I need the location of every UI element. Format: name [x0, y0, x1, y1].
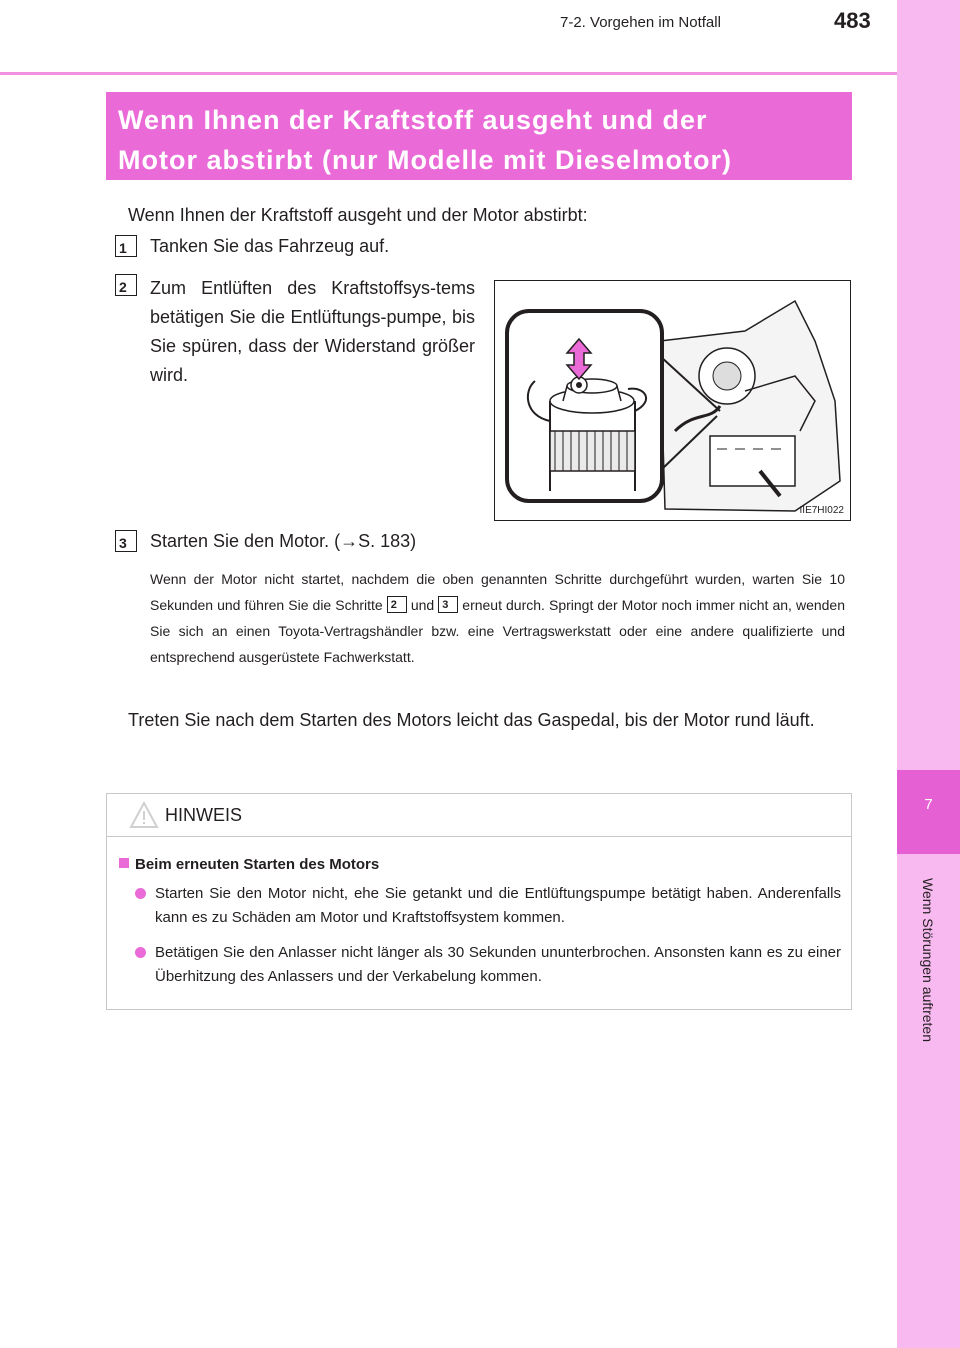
- retry-note: [150, 566, 845, 670]
- square-bullet-icon: [119, 858, 129, 868]
- notice-bullet-2: [135, 941, 841, 989]
- notice-subheading-text: Beim erneuten Starten des Motors: [135, 856, 380, 873]
- header-rule: [0, 72, 897, 75]
- followup-text: Treten Sie nach dem Starten des Motors leicht das Gaspedal, bis der Motor rund läuft.: [128, 710, 815, 730]
- bullet-dot-icon: [135, 888, 146, 899]
- notice-header: [107, 794, 851, 837]
- notice-title: HINWEIS: [165, 805, 243, 825]
- step-ref-3: 3: [438, 596, 458, 613]
- step-3-text: Starten Sie den Motor. (→S. 183): [150, 531, 417, 551]
- step-number-3: 3: [115, 530, 137, 552]
- step-number-1: 1: [115, 235, 137, 257]
- side-tab: [897, 0, 960, 770]
- step-1-text: Tanken Sie das Fahrzeug auf.: [150, 236, 390, 256]
- intro-text: Wenn Ihnen der Kraftstoff ausgeht und der Motor abstirbt:: [128, 205, 588, 225]
- notice-bullet-1-text: Starten Sie den Motor nicht, ehe Sie getankt und die Entlüftungspumpe betätigt haben. Anderenfalls kann es zu Schäden am Motor und Kraftstoffsystem kommen.: [155, 885, 841, 926]
- illustration-code: IIE7HI022: [799, 505, 844, 516]
- page-title: [106, 92, 852, 180]
- page-number: 483: [834, 8, 871, 33]
- notice-bullet-1: [135, 882, 841, 930]
- notice-box: [106, 793, 852, 1010]
- fuel-pump-drawing: [495, 281, 850, 520]
- chapter-label: Wenn Störungen auftreten: [920, 878, 936, 1042]
- step-ref-2: 2: [387, 596, 407, 613]
- notice-subheading: [119, 856, 379, 873]
- section-title: 7-2. Vorgehen im Notfall: [560, 14, 721, 31]
- engine-illustration: [494, 280, 851, 521]
- warning-icon: [129, 801, 159, 829]
- chapter-number: 7: [924, 796, 933, 813]
- step-2-text: Zum Entlüften des Kraftstoffsys-tems betätigen Sie die Entlüftungs-pumpe, bis Sie spüren, dass der Widerstand größer wird.: [150, 278, 475, 385]
- notice-bullet-2-text: Betätigen Sie den Anlasser nicht länger als 30 Sekunden ununterbrochen. Ansonsten kann es zu einer Überhitzung des Anlassers und der Verkabelung kommen.: [155, 944, 841, 985]
- bullet-dot-icon: [135, 947, 146, 958]
- step-number-2: 2: [115, 274, 137, 296]
- title-line-2: Motor abstirbt (nur Modelle mit Dieselmotor): [118, 145, 733, 175]
- title-line-1: Wenn Ihnen der Kraftstoff ausgeht und der: [118, 105, 708, 135]
- retry-note-part1: Wenn der Motor nicht startet, nachdem die oben genannten Schritte durchgeführt wurden, warten Sie 10 Sekunden und führen Sie die Schritte: [150, 571, 845, 613]
- retry-note-and: und: [410, 597, 435, 613]
- retry-note-part2: erneut durch. Springt der Motor noch immer nicht an, wenden Sie sich an einen Toyota-Vertragshändler bzw. eine Vertragswerkstatt oder eine andere qualifizierte und entsprechend ausgerüstete Fachwerkstatt.: [150, 597, 846, 665]
